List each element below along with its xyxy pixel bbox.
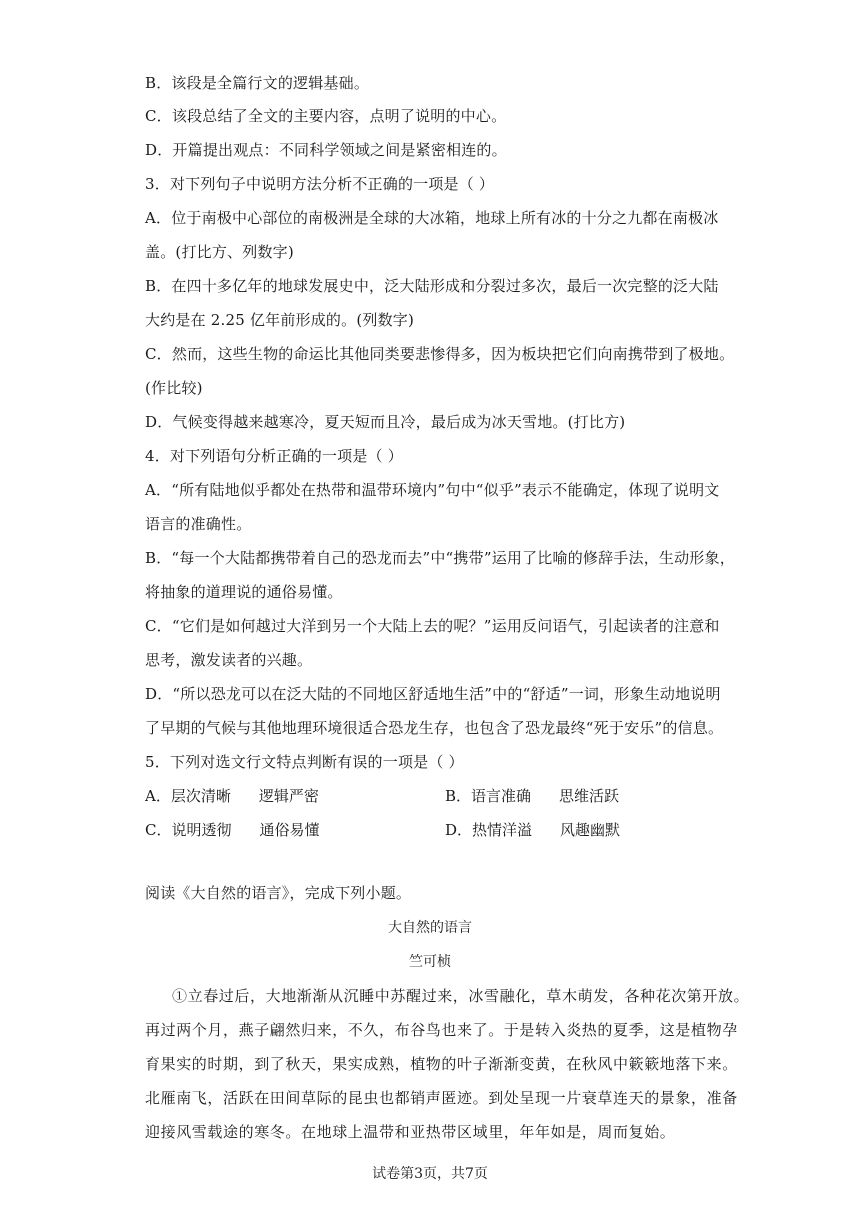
reading-intro: 阅读《大自然的语言》，完成下列小题。 (145, 884, 412, 902)
q2-option-b: B．该段是全篇行文的逻辑基础。 (145, 74, 370, 92)
q5-option-d-label: D．热情洋溢 (445, 821, 533, 839)
q3-option-a-line2: 盖。(打比方、列数字) (145, 243, 294, 261)
q5-option-c-label: C．说明透彻 (145, 821, 232, 839)
q5-option-c (145, 820, 320, 840)
q4-stem: 4．对下列语句分析正确的一项是（ ） (145, 447, 403, 465)
q4-option-c-line2: 思考，激发读者的兴趣。 (145, 651, 313, 669)
paragraph-1-line-5: 迎接风雪载途的寒冬。在地球上温带和亚热带区域里，年年如是，周而复始。 (145, 1123, 676, 1141)
q3-stem: 3．对下列句子中说明方法分析不正确的一项是（ ） (145, 175, 495, 193)
q5-option-c-text: 通俗易懂 (259, 821, 320, 839)
q2-option-c: C．该段总结了全文的主要内容，点明了说明的中心。 (145, 107, 507, 125)
q5-option-b-label: B．语言准确 (445, 787, 532, 805)
paragraph-1-line-3: 育果实的时期，到了秋天，果实成熟，植物的叶子渐渐变黄，在秋风中簌簌地落下来。 (145, 1055, 738, 1073)
q3-option-d: D．气候变得越来越寒冷，夏天短而且冷，最后成为冰天雪地。(打比方) (145, 413, 626, 431)
page-footer: 试卷第3页，共7页 (372, 1166, 488, 1182)
paragraph-1-line-4: 北雁南飞，活跃在田间草际的昆虫也都销声匿迹。到处呈现一片衰草连天的景象，准备 (145, 1089, 738, 1107)
q5-option-b (445, 786, 619, 806)
article-author: 竺可桢 (409, 954, 451, 970)
q3-option-c-line2: (作比较) (145, 379, 203, 397)
paragraph-1-line-1: ①立春过后，大地渐渐从沉睡中苏醒过来，冰雪融化，草木萌发，各种花次第开放。 (172, 987, 750, 1005)
q5-option-b-text: 思维活跃 (559, 787, 620, 805)
q4-option-a-line2: 语言的准确性。 (145, 515, 252, 533)
article-title: 大自然的语言 (388, 920, 472, 936)
q3-option-a-line1: A．位于南极中心部位的南极洲是全球的大冰箱，地球上所有冰的十分之九都在南极冰 (145, 209, 719, 227)
q5-option-a-text: 逻辑严密 (258, 787, 319, 805)
q5-stem: 5．下列对选文行文特点判断有误的一项是（ ） (145, 753, 464, 771)
q5-option-a (145, 786, 319, 806)
q3-option-c-line1: C．然而，这些生物的命运比其他同类要悲惨得多，因为板块把它们向南携带到了极地。 (145, 345, 735, 363)
q4-option-c-line1: C．“它们是如何越过大洋到另一个大陆上去的呢？”运用反问语气，引起读者的注意和 (145, 617, 720, 635)
q4-option-b-line2: 将抽象的道理说的通俗易懂。 (145, 583, 343, 601)
q2-option-d: D．开篇提出观点：不同科学领域之间是紧密相连的。 (145, 141, 507, 159)
q4-option-d-line1: D．“所以恐龙可以在泛大陆的不同地区舒适地生活”中的“舒适”一词，形象生动地说明 (145, 685, 721, 703)
q5-option-d-text: 风趣幽默 (560, 821, 621, 839)
paragraph-1-line-2: 再过两个月，燕子翩然归来，不久，布谷鸟也来了。于是转入炎热的夏季，这是植物孕 (145, 1021, 738, 1039)
q5-option-a-label: A．层次清晰 (145, 787, 231, 805)
q4-option-b-line1: B．“每一个大陆都携带着自己的恐龙而去”中“携带”运用了比喻的修辞手法，生动形象， (145, 549, 735, 567)
q3-option-b-line2: 大约是在 2.25 亿年前形成的。(列数字) (145, 311, 415, 329)
q3-option-b-line1: B．在四十多亿年的地球发展史中，泛大陆形成和分裂过多次，最后一次完整的泛大陆 (145, 277, 719, 295)
q4-option-a-line1: A．“所有陆地似乎都处在热带和温带环境内”句中“似乎”表示不能确定，体现了说明文 (145, 481, 720, 499)
q4-option-d-line2: 了早期的气候与其他地理环境很适合恐龙生存，也包含了恐龙最终“死于安乐”的信息。 (145, 719, 724, 737)
q5-option-d (445, 820, 620, 840)
